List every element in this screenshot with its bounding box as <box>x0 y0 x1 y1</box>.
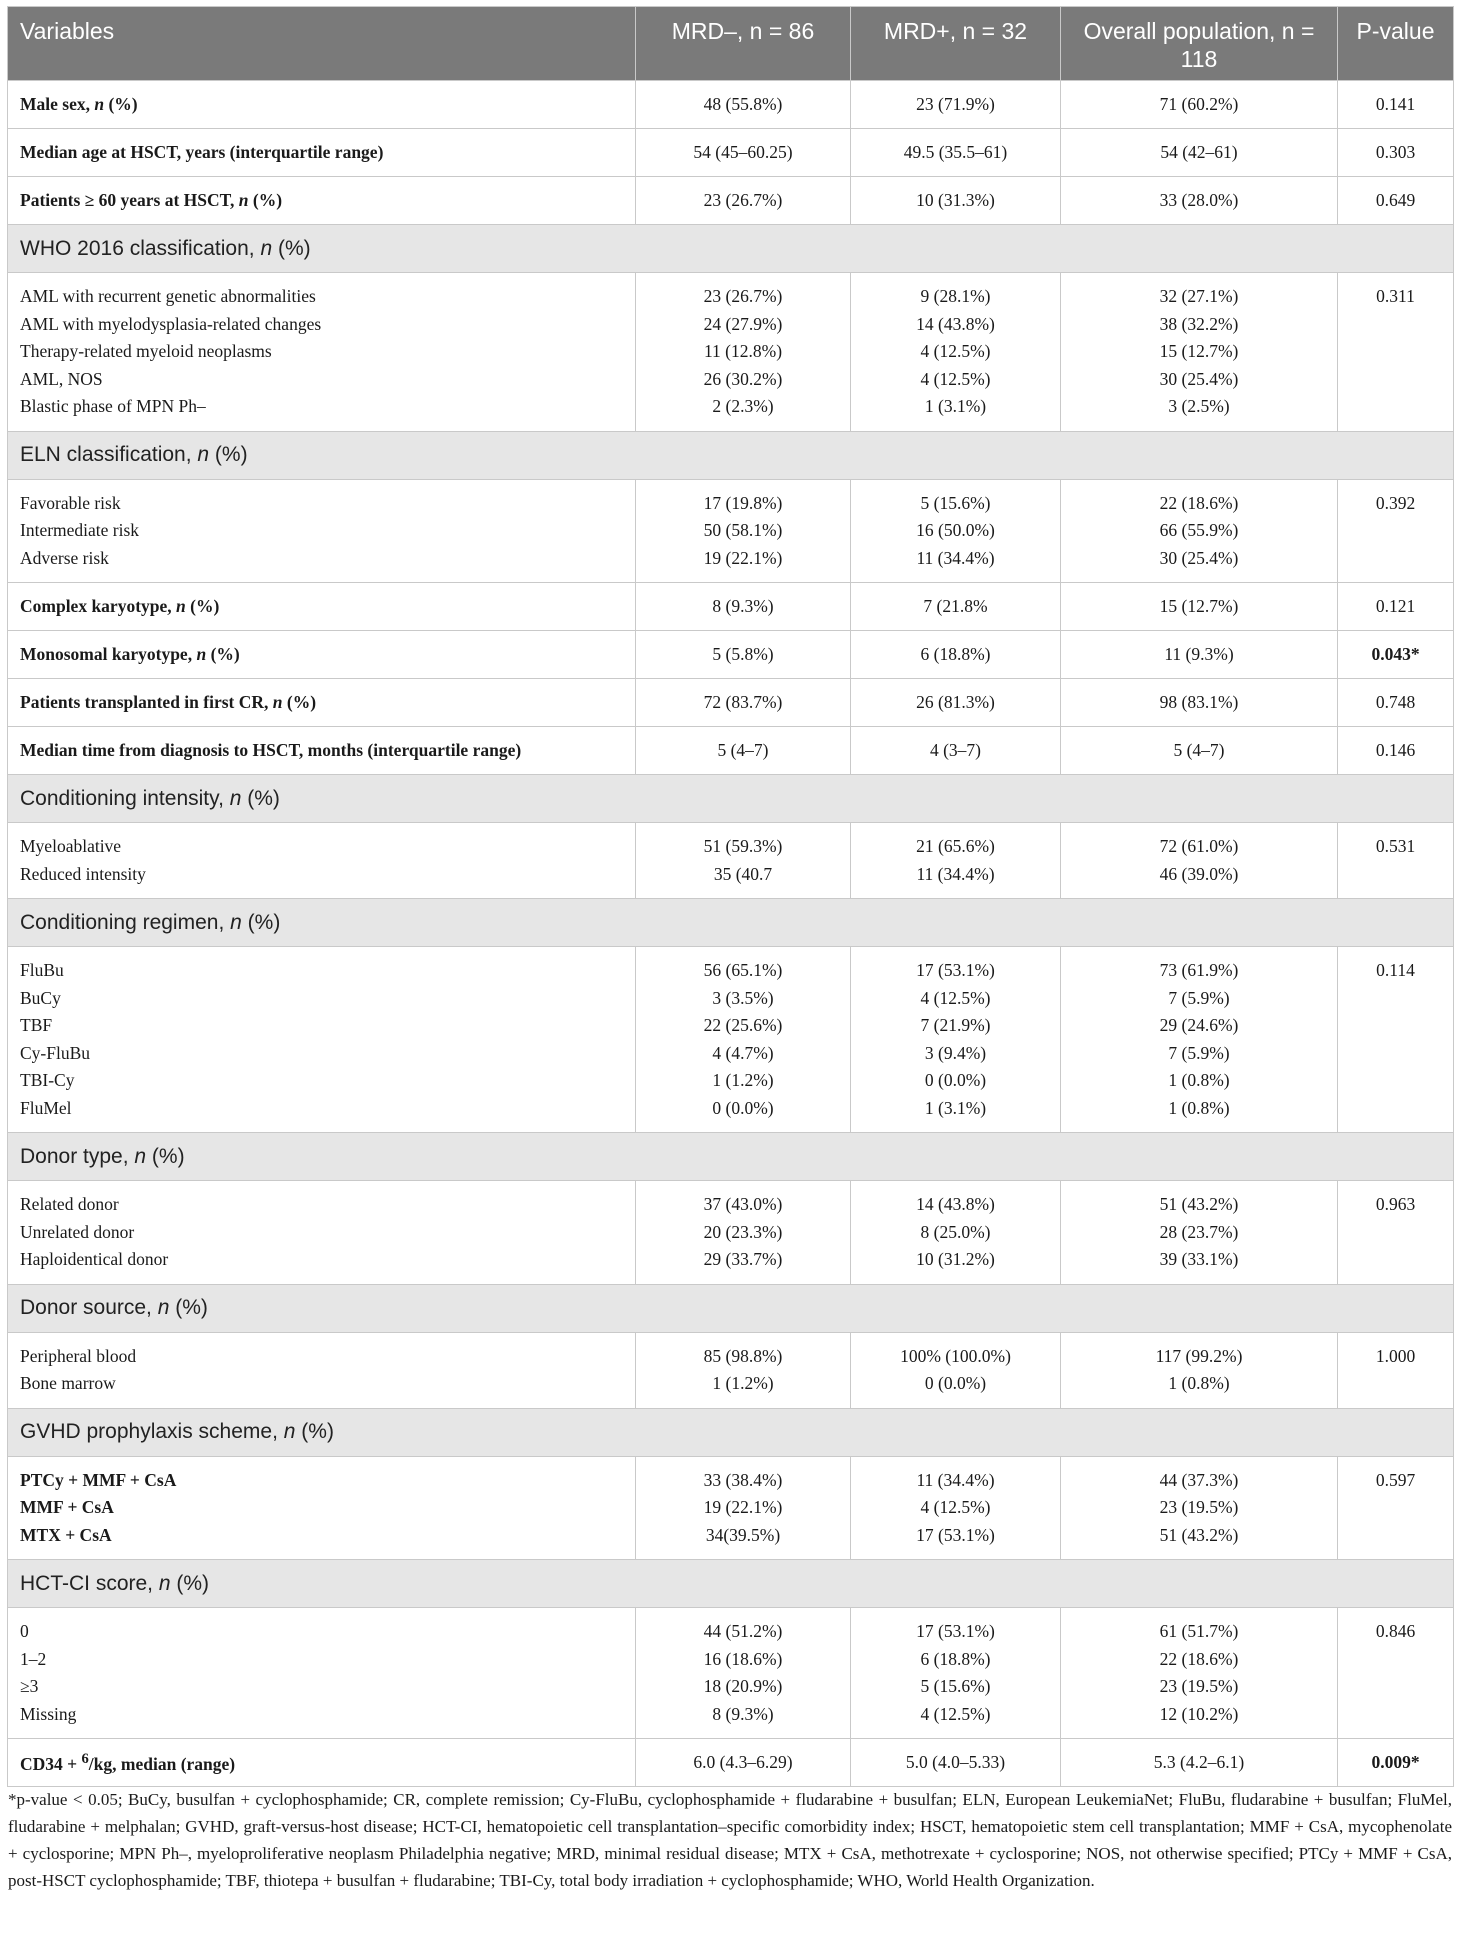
patient-characteristics-table <box>7 6 1454 1787</box>
list-item: TBI-Cy <box>20 1070 75 1090</box>
section-title: ELN classification, n (%) <box>8 431 1454 479</box>
list-item: AML with recurrent genetic abnormalities <box>20 286 316 306</box>
header-mrd-negative: MRD–, n = 86 <box>636 7 851 81</box>
header-row <box>8 7 1454 81</box>
cell-mrd-negative: 72 (83.7%) <box>636 679 851 727</box>
list-item: Related donor <box>20 1194 119 1214</box>
header-variables: Variables <box>8 7 636 81</box>
cell-mrd-positive: 5.0 (4.0–5.33) <box>851 1739 1061 1787</box>
cell-overall: 5.3 (4.2–6.1) <box>1061 1739 1338 1787</box>
cell-mrd-negative: 54 (45–60.25) <box>636 129 851 177</box>
list-item: Favorable risk <box>20 492 121 513</box>
group-row-conditioning-intensity <box>8 823 1454 899</box>
list-item: 0 <box>20 1621 29 1641</box>
list-item: Haploidentical donor <box>20 1249 169 1269</box>
table-row <box>8 679 1454 727</box>
section-title: Conditioning intensity, n (%) <box>8 775 1454 823</box>
cell-p-value: 0.311 <box>1338 273 1454 432</box>
list-item: MMF + CsA <box>20 1497 114 1517</box>
section-header-donor-type <box>8 1133 1454 1181</box>
cell-p-value: 0.392 <box>1338 479 1454 583</box>
list-item: ≥3 <box>20 1676 39 1696</box>
row-label: Monosomal karyotype, n (%) <box>8 631 636 679</box>
group-labels <box>8 273 636 432</box>
list-item: AML, NOS <box>20 368 103 389</box>
list-item: Reduced intensity <box>20 863 146 884</box>
table-row <box>8 1739 1454 1787</box>
list-item: AML with myelodysplasia-related changes <box>20 313 322 334</box>
row-label: Patients transplanted in first CR, n (%) <box>8 679 636 727</box>
section-header-conditioning-intensity <box>8 775 1454 823</box>
group-labels <box>8 1181 636 1285</box>
cell-overall: 117 (99.2%) 1 (0.8%) <box>1061 1332 1338 1408</box>
table-row <box>8 177 1454 225</box>
cell-overall: 44 (37.3%) 23 (19.5%) 51 (43.2%) <box>1061 1456 1338 1560</box>
cell-mrd-negative: 5 (4–7) <box>636 727 851 775</box>
group-row-donor-type <box>8 1181 1454 1285</box>
table-row <box>8 727 1454 775</box>
list-item: Cy-FluBu <box>20 1042 91 1063</box>
cell-mrd-negative: 23 (26.7%) <box>636 177 851 225</box>
cell-mrd-negative: 56 (65.1%) 3 (3.5%) 22 (25.6%) 4 (4.7%) 1 (1.2%) 0 (0.0%) <box>636 947 851 1133</box>
cell-p-value: 0.846 <box>1338 1608 1454 1739</box>
table-row <box>8 631 1454 679</box>
cell-mrd-positive: 9 (28.1%) 14 (43.8%) 4 (12.5%) 4 (12.5%) 1 (3.1%) <box>851 273 1061 432</box>
list-item: Therapy-related myeloid neoplasms <box>20 341 272 361</box>
group-row-hct-ci <box>8 1608 1454 1739</box>
group-labels <box>8 479 636 583</box>
list-item: PTCy + MMF + CsA <box>20 1469 177 1490</box>
cell-mrd-negative: 6.0 (4.3–6.29) <box>636 1739 851 1787</box>
list-item: MTX + CsA <box>20 1524 112 1545</box>
row-label: Median time from diagnosis to HSCT, months (interquartile range) <box>8 727 636 775</box>
group-labels <box>8 1608 636 1739</box>
table-footnote: *p-value < 0.05; BuCy, busulfan + cyclophosphamide; CR, complete remission; Cy-FluBu, cyclophosphamide + fludarabine + busulfan; ELN, European LeukemiaNet; FluBu, fludarabine + busulfan; FluMel, fludarabine + melphalan; GVHD, graft-versus-host disease; HCT-CI, hematopoietic cell transplantation–specific comorbidity index; HSCT, hematopoietic stem cell transplantation; MMF + CsA, mycophenolate + cyclosporine; MPN Ph–, myeloproliferative neoplasm Philadelphia negative; MRD, minimal residual disease; MTX + CsA, methotrexate + cyclosporine; NOS, not otherwise specified; PTCy + MMF + CsA, post-HSCT cyclophosphamide; TBF, thiotepa + busulfan + fludarabine; TBI-Cy, total body irradiation + cyclophosphamide; WHO, World Health Organization. <box>8 1790 1452 1890</box>
group-row-who <box>8 273 1454 432</box>
cell-mrd-positive: 5 (15.6%) 16 (50.0%) 11 (34.4%) <box>851 479 1061 583</box>
cell-mrd-positive: 14 (43.8%) 8 (25.0%) 10 (31.2%) <box>851 1181 1061 1285</box>
cell-p-value: 0.303 <box>1338 129 1454 177</box>
list-item: Peripheral blood <box>20 1345 137 1366</box>
group-row-eln <box>8 479 1454 583</box>
cell-overall: 73 (61.9%) 7 (5.9%) 29 (24.6%) 7 (5.9%) 1 (0.8%) 1 (0.8%) <box>1061 947 1338 1133</box>
cell-overall: 72 (61.0%) 46 (39.0%) <box>1061 823 1338 899</box>
cell-overall: 61 (51.7%) 22 (18.6%) 23 (19.5%) 12 (10.2%) <box>1061 1608 1338 1739</box>
header-p-value: P-value <box>1338 7 1454 81</box>
table-row <box>8 583 1454 631</box>
cell-overall: 54 (42–61) <box>1061 129 1338 177</box>
cell-overall: 51 (43.2%) 28 (23.7%) 39 (33.1%) <box>1061 1181 1338 1285</box>
cell-overall: 5 (4–7) <box>1061 727 1338 775</box>
row-label: CD34 + $^6$/kg, median (range) <box>8 1739 636 1787</box>
cell-p-value: 0.141 <box>1338 81 1454 129</box>
cell-p-value: 0.009* <box>1338 1739 1454 1787</box>
cell-mrd-positive: 21 (65.6%) 11 (34.4%) <box>851 823 1061 899</box>
cell-mrd-positive: 17 (53.1%) 6 (18.8%) 5 (15.6%) 4 (12.5%) <box>851 1608 1061 1739</box>
cell-mrd-negative: 37 (43.0%) 20 (23.3%) 29 (33.7%) <box>636 1181 851 1285</box>
cell-p-value: 0.043* <box>1338 631 1454 679</box>
list-item: FluMel <box>20 1097 72 1118</box>
group-row-conditioning-regimen <box>8 947 1454 1133</box>
cell-mrd-negative: 33 (38.4%) 19 (22.1%) 34(39.5%) <box>636 1456 851 1560</box>
list-item: Missing <box>20 1703 77 1724</box>
cell-mrd-negative: 44 (51.2%) 16 (18.6%) 18 (20.9%) 8 (9.3%) <box>636 1608 851 1739</box>
table-row <box>8 129 1454 177</box>
section-header-hct-ci <box>8 1560 1454 1608</box>
row-label: Patients ≥ 60 years at HSCT, n (%) <box>8 177 636 225</box>
cell-p-value: 0.121 <box>1338 583 1454 631</box>
list-item: 1–2 <box>20 1648 47 1669</box>
group-labels <box>8 1332 636 1408</box>
header-overall: Overall population, n = 118 <box>1061 7 1338 81</box>
cell-p-value: 0.146 <box>1338 727 1454 775</box>
section-header-gvhd <box>8 1408 1454 1456</box>
cell-p-value: 0.531 <box>1338 823 1454 899</box>
cell-p-value: 0.748 <box>1338 679 1454 727</box>
cell-mrd-positive: 6 (18.8%) <box>851 631 1061 679</box>
row-label: Median age at HSCT, years (interquartile range) <box>8 129 636 177</box>
list-item: FluBu <box>20 960 64 980</box>
group-labels <box>8 947 636 1133</box>
row-label: Male sex, n (%) <box>8 81 636 129</box>
list-item: BuCy <box>20 987 61 1008</box>
cell-p-value: 0.114 <box>1338 947 1454 1133</box>
section-title: GVHD prophylaxis scheme, n (%) <box>8 1408 1454 1456</box>
cell-p-value: 0.649 <box>1338 177 1454 225</box>
group-labels <box>8 1456 636 1560</box>
table-container <box>7 6 1453 1787</box>
cell-mrd-negative: 23 (26.7%) 24 (27.9%) 11 (12.8%) 26 (30.2%) 2 (2.3%) <box>636 273 851 432</box>
list-item: Unrelated donor <box>20 1221 135 1242</box>
cell-overall: 15 (12.7%) <box>1061 583 1338 631</box>
group-row-donor-source <box>8 1332 1454 1408</box>
row-label: Complex karyotype, n (%) <box>8 583 636 631</box>
cell-overall: 71 (60.2%) <box>1061 81 1338 129</box>
list-item: Bone marrow <box>20 1373 116 1393</box>
cell-mrd-negative: 85 (98.8%) 1 (1.2%) <box>636 1332 851 1408</box>
cell-p-value: 0.963 <box>1338 1181 1454 1285</box>
cell-p-value: 0.597 <box>1338 1456 1454 1560</box>
cell-mrd-positive: 49.5 (35.5–61) <box>851 129 1061 177</box>
list-item: Blastic phase of MPN Ph– <box>20 396 206 416</box>
section-title: Conditioning regimen, n (%) <box>8 899 1454 947</box>
section-title: WHO 2016 classification, n (%) <box>8 225 1454 273</box>
cell-mrd-positive: 17 (53.1%) 4 (12.5%) 7 (21.9%) 3 (9.4%) 0 (0.0%) 1 (3.1%) <box>851 947 1061 1133</box>
section-header-eln <box>8 431 1454 479</box>
cell-mrd-positive: 11 (34.4%) 4 (12.5%) 17 (53.1%) <box>851 1456 1061 1560</box>
list-item: TBF <box>20 1015 53 1035</box>
cell-overall: 33 (28.0%) <box>1061 177 1338 225</box>
list-item: Adverse risk <box>20 547 109 568</box>
header-mrd-positive: MRD+, n = 32 <box>851 7 1061 81</box>
list-item: Myeloablative <box>20 836 122 856</box>
section-header-who <box>8 225 1454 273</box>
section-header-conditioning-regimen <box>8 899 1454 947</box>
cell-mrd-positive: 26 (81.3%) <box>851 679 1061 727</box>
cell-overall: 98 (83.1%) <box>1061 679 1338 727</box>
section-title: Donor source, n (%) <box>8 1284 1454 1332</box>
cell-mrd-positive: 23 (71.9%) <box>851 81 1061 129</box>
cell-mrd-negative: 17 (19.8%) 50 (58.1%) 19 (22.1%) <box>636 479 851 583</box>
cell-mrd-positive: 7 (21.8% <box>851 583 1061 631</box>
cell-mrd-positive: 100% (100.0%) 0 (0.0%) <box>851 1332 1061 1408</box>
cell-mrd-negative: 51 (59.3%) 35 (40.7 <box>636 823 851 899</box>
section-header-donor-source <box>8 1284 1454 1332</box>
cell-mrd-negative: 8 (9.3%) <box>636 583 851 631</box>
cell-mrd-positive: 10 (31.3%) <box>851 177 1061 225</box>
cell-p-value: 1.000 <box>1338 1332 1454 1408</box>
group-row-gvhd <box>8 1456 1454 1560</box>
cell-mrd-negative: 5 (5.8%) <box>636 631 851 679</box>
cell-overall: 11 (9.3%) <box>1061 631 1338 679</box>
cell-mrd-positive: 4 (3–7) <box>851 727 1061 775</box>
cell-mrd-negative: 48 (55.8%) <box>636 81 851 129</box>
group-labels <box>8 823 636 899</box>
cell-overall: 32 (27.1%) 38 (32.2%) 15 (12.7%) 30 (25.4%) 3 (2.5%) <box>1061 273 1338 432</box>
cell-overall: 22 (18.6%) 66 (55.9%) 30 (25.4%) <box>1061 479 1338 583</box>
section-title: Donor type, n (%) <box>8 1133 1454 1181</box>
table-row <box>8 81 1454 129</box>
section-title: HCT-CI score, n (%) <box>8 1560 1454 1608</box>
list-item: Intermediate risk <box>20 520 140 540</box>
